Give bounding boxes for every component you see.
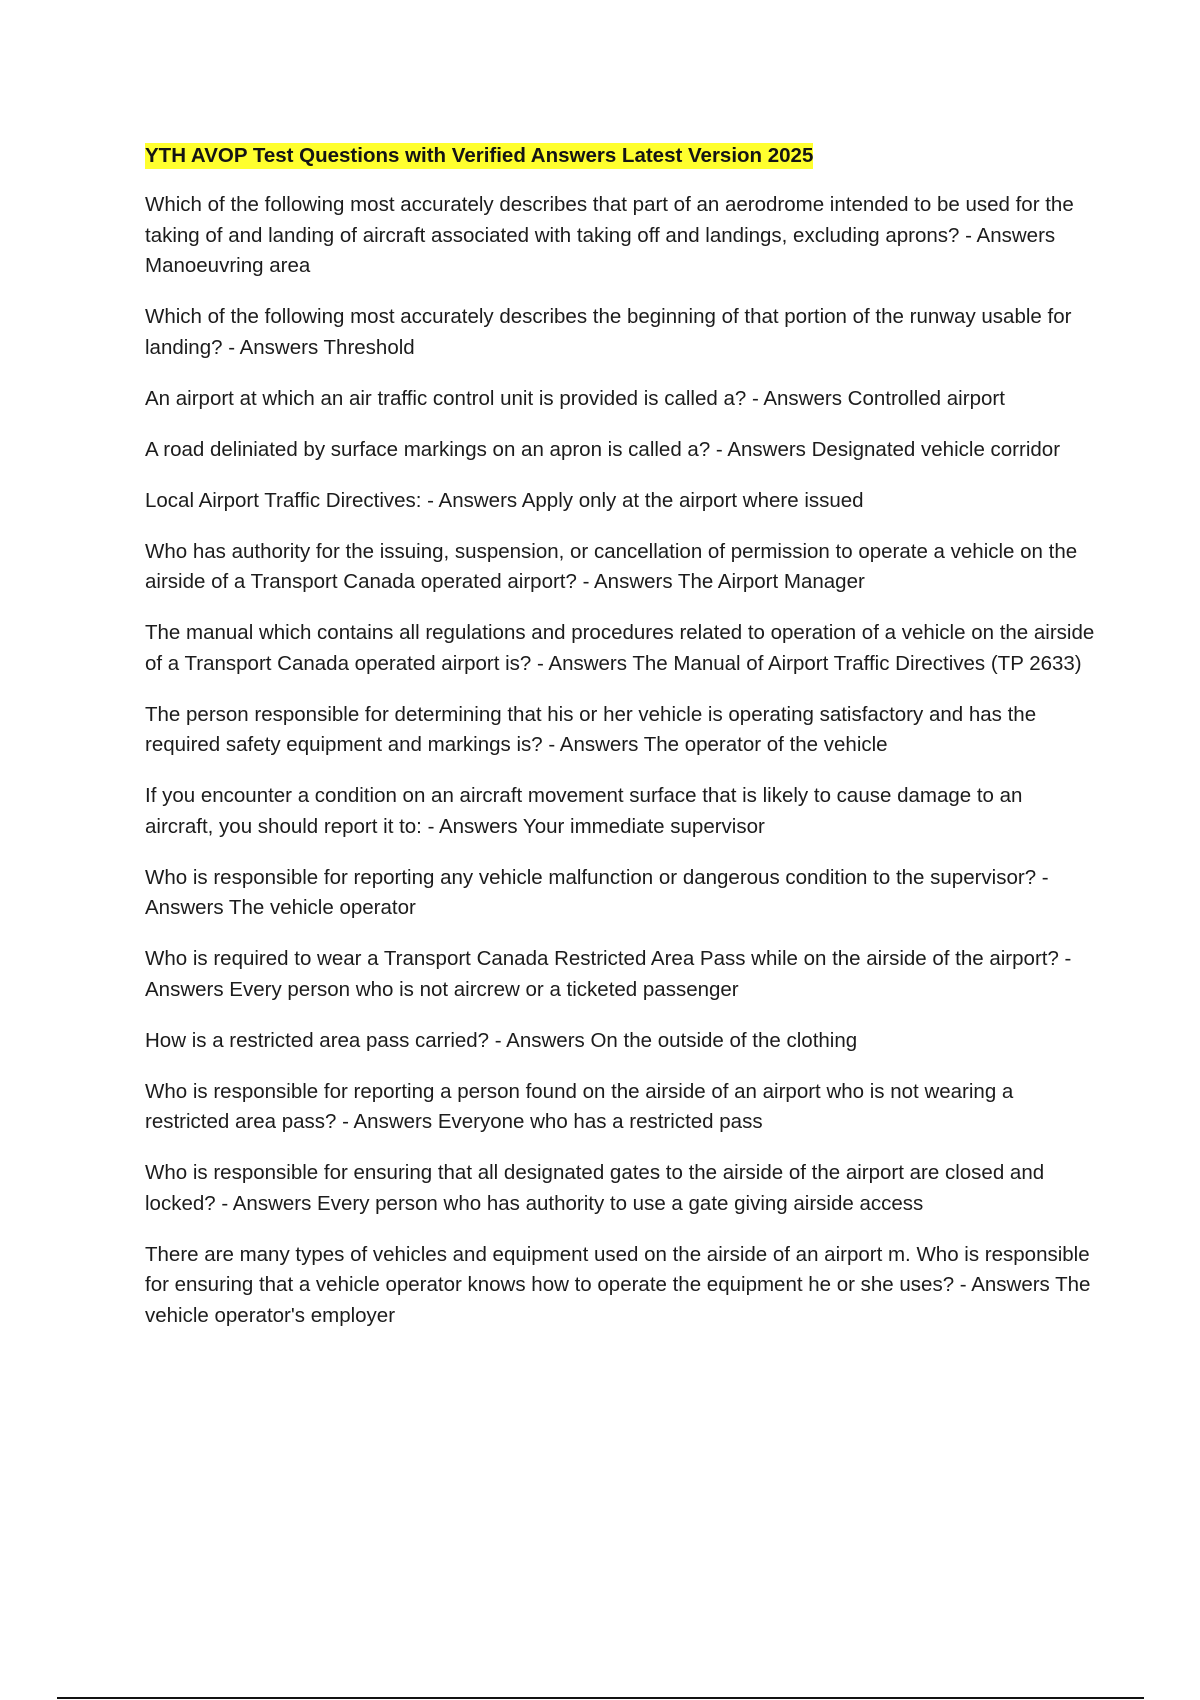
qa-item: There are many types of vehicles and equipment used on the airside of an airport m. Who is responsible for ensuring that a vehicle operator knows how to operate the equipment he or she uses? - Answers The vehicle operator's employer	[145, 1242, 1091, 1327]
qa-item: The manual which contains all regulations and procedures related to operation of a vehicle on the airside of a Transport Canada operated airport is? - Answers The Manual of Airport Traffic Directives (TP 2633)	[145, 621, 1095, 675]
page-bottom-rule	[57, 1697, 1144, 1699]
qa-item: The person responsible for determining that his or her vehicle is operating satisfactory and has the required safety equipment and markings is? - Answers The operator of the vehicle	[145, 702, 1037, 756]
qa-item: How is a restricted area pass carried? - Answers On the outside of the clothing	[145, 1028, 858, 1052]
qa-item: Which of the following most accurately describes the beginning of that portion of the runway usable for landing? - Answers Threshold	[145, 305, 1072, 359]
qa-item: Who is responsible for reporting a person found on the airside of an airport who is not wearing a restricted area pass? - Answers Everyone who has a restricted pass	[145, 1079, 1014, 1133]
qa-item: A road deliniated by surface markings on an apron is called a? - Answers Designated vehicle corridor	[145, 437, 1061, 461]
qa-item: Who has authority for the issuing, suspension, or cancellation of permission to operate a vehicle on the airside of a Transport Canada operated airport? - Answers The Airport Manager	[145, 539, 1078, 593]
qa-item: An airport at which an air traffic control unit is provided is called a? - Answers Controlled airport	[145, 386, 1005, 410]
qa-item: Who is responsible for reporting any vehicle malfunction or dangerous condition to the supervisor? - Answers The vehicle operator	[145, 865, 1049, 919]
qa-item: Which of the following most accurately describes that part of an aerodrome intended to be used for the taking of and landing of aircraft associated with taking off and landings, excluding aprons? - Answers Manoeuvring area	[145, 193, 1074, 277]
qa-item: Who is responsible for ensuring that all designated gates to the airside of the airport are closed and locked? - Answers Every person who has authority to use a gate giving airside access	[145, 1161, 1045, 1215]
document-title: YTH AVOP Test Questions with Verified Answers Latest Version 2025	[145, 144, 814, 167]
qa-item: Who is required to wear a Transport Canada Restricted Area Pass while on the airside of the airport? - Answers Every person who is not aircrew or a ticketed passenger	[145, 947, 1072, 1001]
document-body	[145, 141, 1095, 1352]
qa-item: Local Airport Traffic Directives: - Answers Apply only at the airport where issued	[145, 488, 864, 512]
title-block	[145, 141, 1095, 171]
qa-item: If you encounter a condition on an aircraft movement surface that is likely to cause damage to an aircraft, you should report it to: - Answers Your immediate supervisor	[145, 784, 1023, 838]
